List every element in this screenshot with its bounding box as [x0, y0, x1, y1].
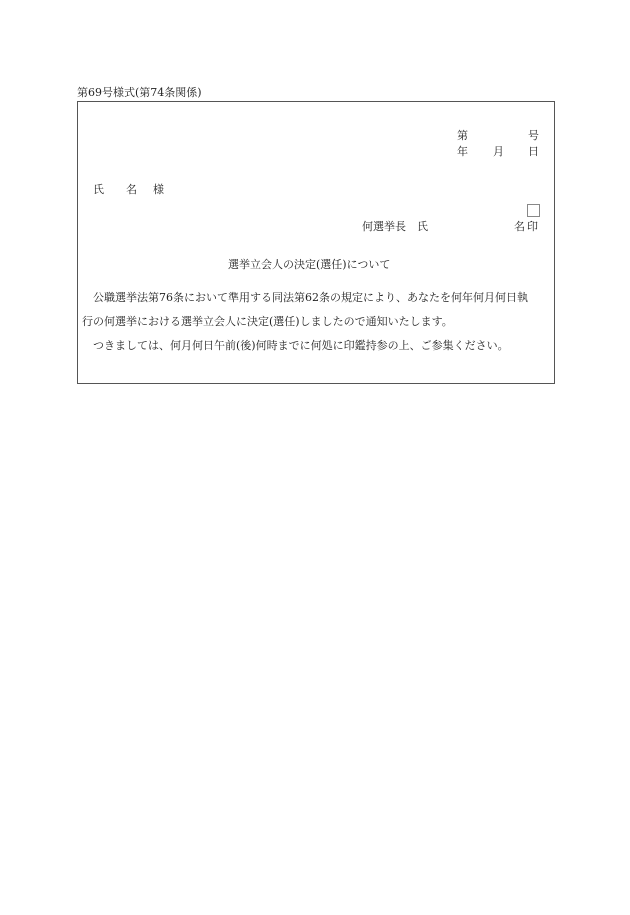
- number-go: 号: [528, 129, 539, 142]
- date-year: 年: [457, 145, 468, 158]
- addressee-name: 氏 名: [93, 183, 137, 196]
- seal-mark: 印: [527, 220, 538, 233]
- addressee-honorific: 様: [153, 183, 164, 196]
- date-month: 月: [493, 145, 504, 158]
- subject: 選挙立会人の決定(選任)について: [228, 258, 391, 271]
- body-line-2: 行の何選挙における選挙立会人に決定(選任)しましたので通知いたします。: [82, 315, 453, 328]
- sender-title: 何選挙長 氏: [362, 220, 428, 233]
- number-dai: 第: [457, 129, 468, 142]
- body-line-3: つきましては、何月何日午前(後)何時までに何処に印鑑持参の上、ご参集ください。: [82, 339, 509, 352]
- sender-name-suffix: 名: [514, 220, 525, 233]
- seal-box: [527, 204, 540, 217]
- body-line-1: 公職選挙法第76条において準用する同法第62条の規定により、あなたを何年何月何日執: [82, 291, 528, 304]
- date-day: 日: [528, 145, 539, 158]
- form-label: 第69号様式(第74条関係): [77, 86, 202, 99]
